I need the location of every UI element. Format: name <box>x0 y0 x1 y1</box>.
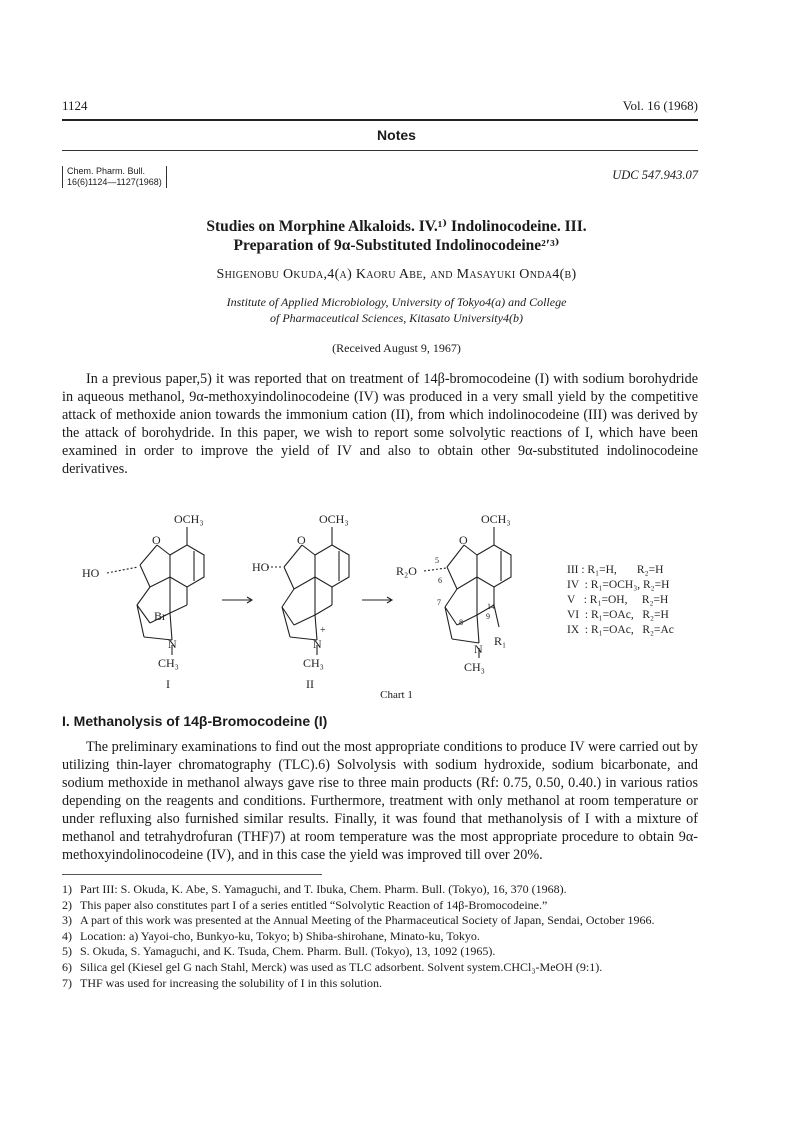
citation-line1: Chem. Pharm. Bull. <box>67 166 146 176</box>
pos5-label: 5 <box>435 556 439 565</box>
title-line2: Preparation of 9α-Substituted Indolinocodeine²ʹ³⁾ <box>233 237 560 254</box>
footnote-7: 7) THF was used for increasing the solubility of I in this solution. <box>62 975 382 990</box>
compound-II-label: II <box>306 677 314 691</box>
affiliation-line1: Institute of Applied Microbiology, University of Tokyo4(a) and College <box>226 295 567 309</box>
o-label-I: O <box>152 533 161 547</box>
section-title: Notes <box>377 127 416 143</box>
received-date: (Received August 9, 1967) <box>332 341 461 355</box>
n-label-gen: N <box>474 642 483 656</box>
footnote-3: 3) A part of this work was presented at the Annual Meeting of the Pharmaceutical Society of Japan, Sendai, October 1966. <box>62 913 655 928</box>
chart-1-structures <box>62 505 722 695</box>
udc-code: UDC 547.943.07 <box>612 168 698 182</box>
compound-I-label: I <box>166 677 170 691</box>
legend-V: V : R₁=OH, R₂=H <box>567 594 669 606</box>
och3-label-gen: OCH₃ <box>481 512 511 526</box>
footnote-5: 5) S. Okuda, S. Yamaguchi, and K. Tsuda, Chem. Pharm. Bull. (Tokyo), 13, 1092 (1965). <box>62 944 496 959</box>
ho-label-I: HO <box>82 566 100 580</box>
section-heading: I. Methanolysis of 14β-Bromocodeine (I) <box>62 713 328 729</box>
r2o-label: R₂O <box>396 564 417 578</box>
br-label-I: Br <box>154 609 166 623</box>
legend-IX: IX : R₁=OAc, R₂=Ac <box>567 624 674 636</box>
plus-label-II: + <box>320 625 326 636</box>
ch3-label-II: CH₃ <box>303 656 324 670</box>
legend-IV: IV : R₁=OCH₃, R₂=H <box>567 579 670 591</box>
n-label-I: N <box>168 637 177 651</box>
structure-II <box>267 527 349 655</box>
intro-paragraph: In a previous paper,5) it was reported that on treatment of 14β-bromocodeine (I) with sodium borohydride in aqueous methanol, 9α-methoxyindolinocodeine (IV) was produced in a very small yield by the competitive attack of methoxide anion towards the immonium cation (II), from which indolinocodeine (III) was derived by the attack of borohydride. In this paper, we wish to report some solvolytic reactions of I, which have been examined in order to improve the yield of IV and also to obtain other 9α-substituted indolinocodeine derivatives. <box>62 371 698 477</box>
footnote-2: 2) This paper also constitutes part I of a series entitled “Solvolytic Reaction of 14β-Bromocodeine.” <box>62 897 548 912</box>
pos14-label: 14 <box>487 602 495 611</box>
r1-label: R₁ <box>494 634 507 648</box>
title-line1: Studies on Morphine Alkaloids. IV.¹⁾ Indolinocodeine. III. <box>206 218 587 235</box>
legend-VI: VI : R₁=OAc, R₂=H <box>567 609 669 621</box>
volume-label: Vol. 16 (1968) <box>622 98 698 113</box>
footnote-rule <box>62 874 322 875</box>
footnote-1: 1) Part III: S. Okuda, K. Abe, S. Yamaguchi, and T. Ibuka, Chem. Pharm. Bull. (Tokyo), 16, 370 (1968). <box>62 882 567 896</box>
header-rule <box>62 119 698 121</box>
footnotes <box>62 882 698 991</box>
ch3-label-gen: CH₃ <box>464 660 485 674</box>
och3-label-II: OCH₃ <box>319 512 349 526</box>
legend-III: III : R₁=H, R₂=H <box>567 564 664 576</box>
methanolysis-paragraph: The preliminary examinations to find out the most appropriate conditions to produce IV were carried out by utilizing thin-layer chromatography (TLC).6) Solvolysis with sodium hydroxide, sodium bicarbonate, and sodium methoxide in methanol always gave rise to three main products (Rf: 0.75, 0.50, 0.40.) in various ratios depending on the reagents and conditions. Furthermore, treatment with only methanol at room temperature or under refluxing also furnished similar results. Finally, it was found that methanolysis of I with a mixture of methanol and tetrahydrofuran (THF)7) at room temperature was the most appropriate procedure to obtain 9α-methoxyindolinocodeine (IV), and in this case the yield was improved till over 20%. <box>62 739 698 863</box>
chart-label: Chart 1 <box>380 689 413 701</box>
journal-citation <box>62 166 167 188</box>
authors: Shigenobu Okuda,4(a) Kaoru Abe, and Masayuki Onda4(b) <box>216 267 577 282</box>
pos9-label: 9 <box>486 612 490 621</box>
article-title <box>0 217 793 255</box>
footnote-6: 6) Silica gel (Kiesel gel G nach Stahl, Merck) was used as TLC adsorbent. Solvent system.CHCl₃-MeOH (9:1). <box>62 959 603 974</box>
page-number: 1124 <box>62 98 88 113</box>
ho-label-II: HO <box>252 560 270 574</box>
ch3-label-I: CH₃ <box>158 656 179 670</box>
pos7-label: 7 <box>437 598 441 607</box>
pos8-label: 8 <box>459 618 463 627</box>
o-label-gen: O <box>459 533 468 547</box>
section-rule <box>62 150 698 151</box>
affiliation <box>0 294 793 326</box>
o-label-II: O <box>297 533 306 547</box>
pos6-label: 6 <box>438 576 442 585</box>
n-label-II: N <box>313 637 322 651</box>
footnote-4: 4) Location: a) Yayoi-cho, Bunkyo-ku, Tokyo; b) Shiba-shirohane, Minato-ku, Tokyo. <box>62 928 480 943</box>
affiliation-line2: of Pharmaceutical Sciences, Kitasato University4(b) <box>270 311 523 325</box>
citation-line2: 16(6)1124—1127(1968) <box>67 177 162 187</box>
och3-label-I: OCH₃ <box>174 512 204 526</box>
